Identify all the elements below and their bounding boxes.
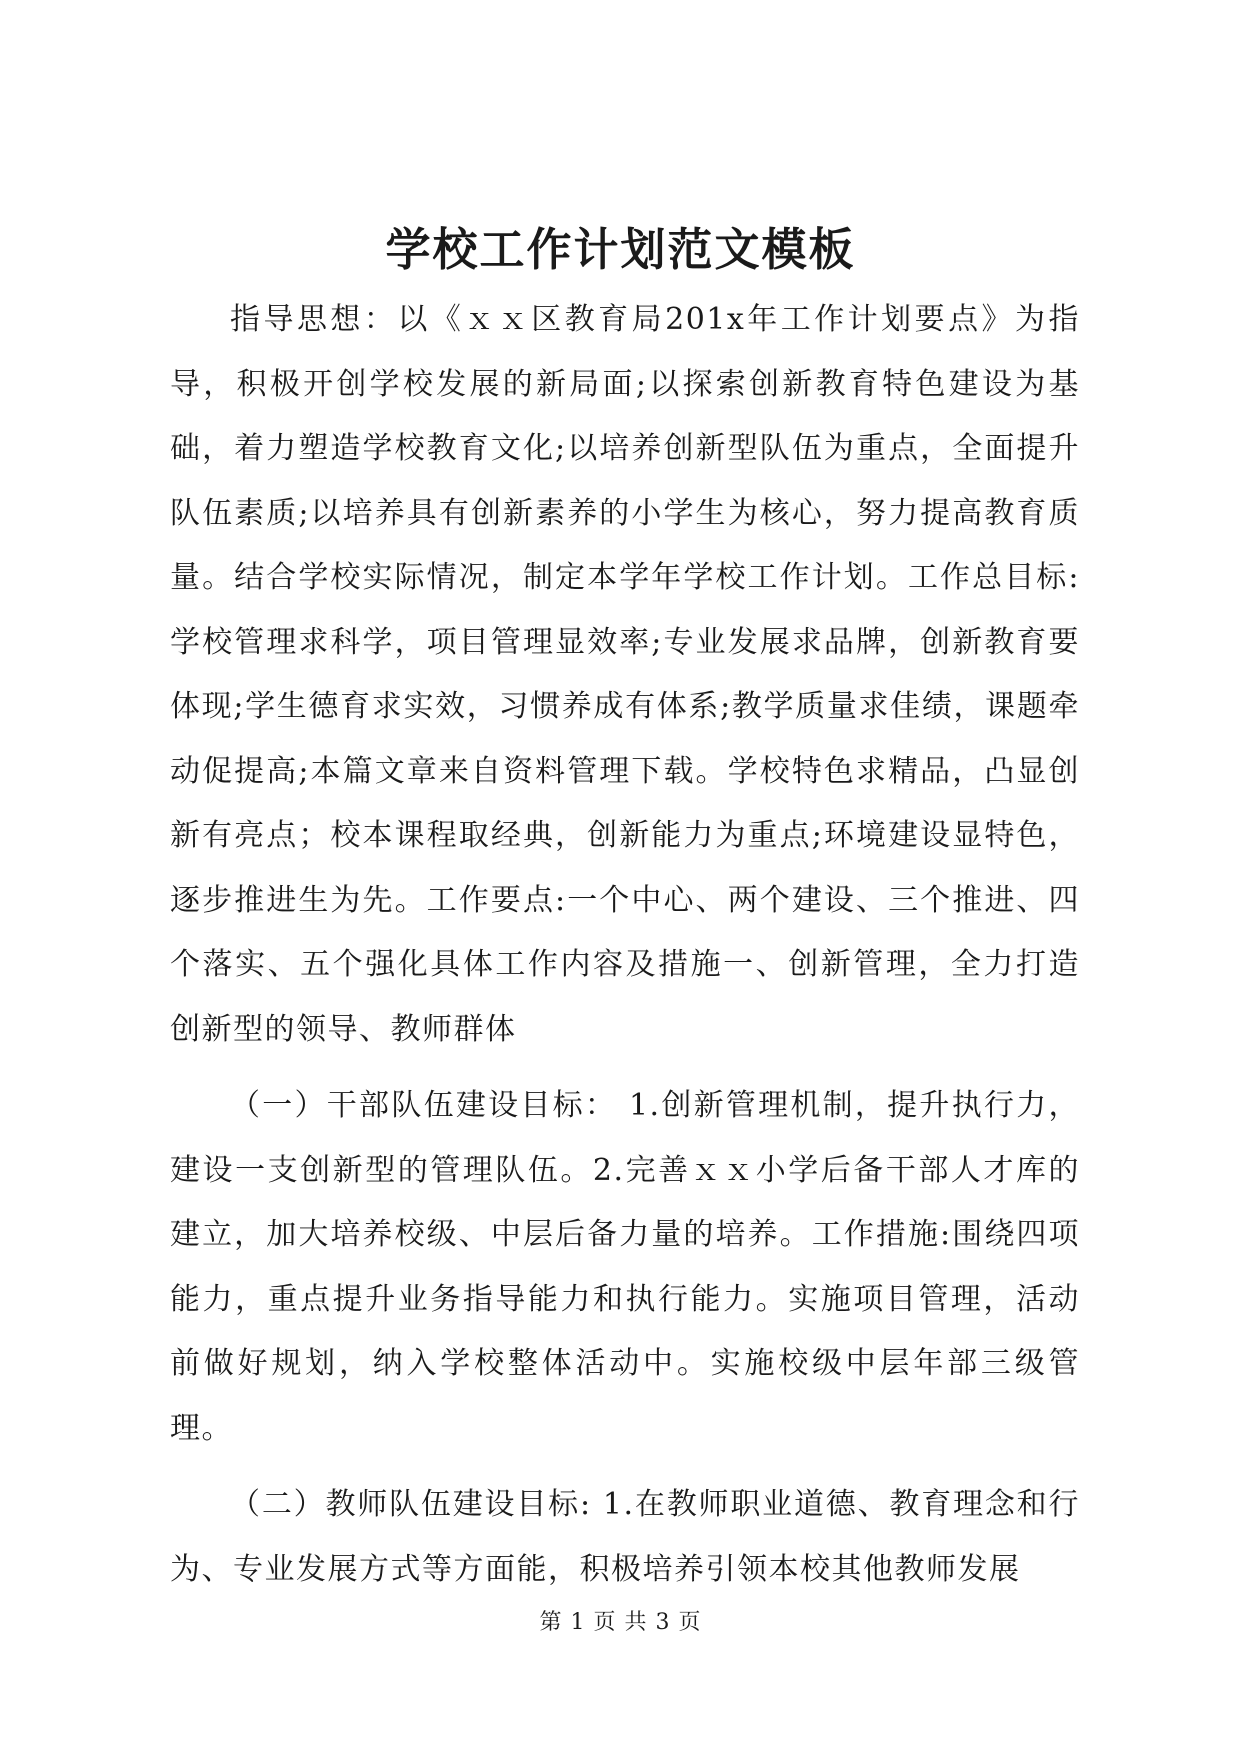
paragraph-guiding-ideology: 指导思想：以《ｘｘ区教育局201x年工作计划要点》为指导，积极开创学校发展的新局面;以探索创新教育特色建设为基础，着力塑造学校教育文化;以培养创新型队伍为重点，全面提升队伍素质;以培养具有创新素养的小学生为核心，努力提高教育质量。结合学校实际情况，制定本学年学校工作计划。工作总目标:学校管理求科学，项目管理显效率;专业发展求品牌，创新教育要体现;学生德育求实效，习惯养成有体系;教学质量求佳绩，课题牵动促提高;本篇文章来自资料管理下载。学校特色求精品，凸显创新有亮点；校本课程取经典，创新能力为重点;环境建设显特色，逐步推进生为先。工作要点:一个中心、两个建设、三个推进、四个落实、五个强化具体工作内容及措施一、创新管理，全力打造创新型的领导、教师群体 [170,302,1080,1047]
document-body [170,288,1080,1602]
document-title: 学校工作计划范文模板 [385,223,856,276]
paragraph-teacher-team: （二）教师队伍建设目标: 1.在教师职业道德、教育理念和行为、专业发展方式等方面能，积极培养引领本校其他教师发展 [170,1487,1080,1587]
page-number-footer: 第 1 页 共 3 页 [539,1610,702,1635]
paragraph-cadre-team: （一）干部队伍建设目标： 1.创新管理机制，提升执行力，建设一支创新型的管理队伍。2.完善ｘｘ小学后备干部人才库的建立，加大培养校级、中层后备力量的培养。工作措施:围绕四项能力，重点提升业务指导能力和执行能力。实施项目管理，活动前做好规划，纳入学校整体活动中。实施校级中层年部三级管理。 [170,1088,1080,1446]
